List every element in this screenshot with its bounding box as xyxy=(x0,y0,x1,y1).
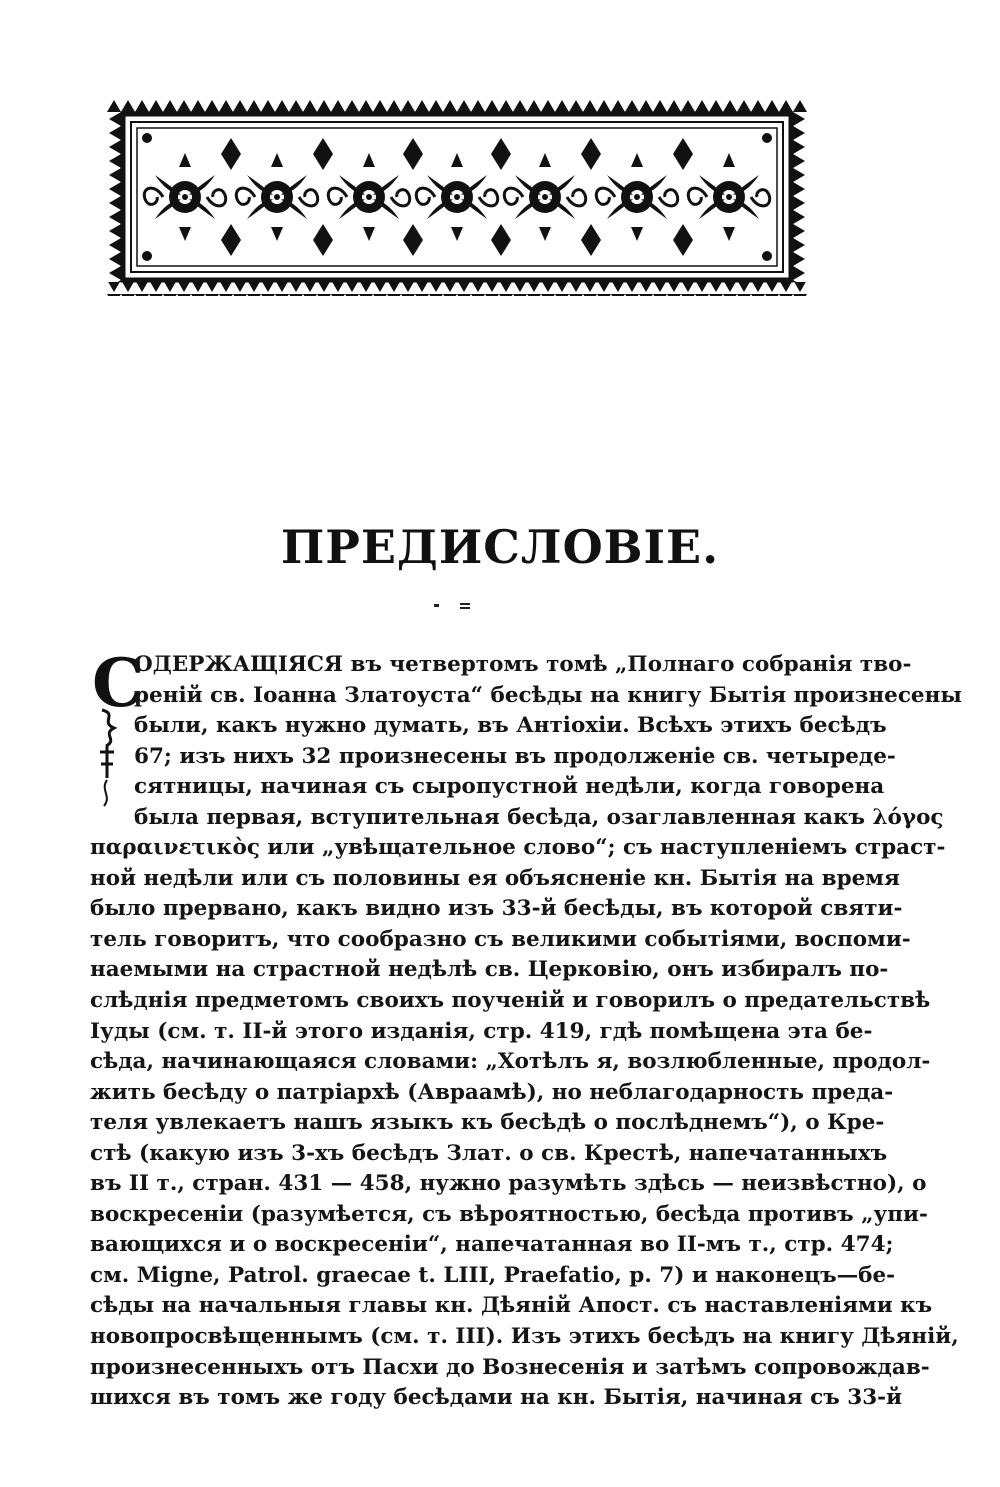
text-line: сятницы, начиная съ сыропустной недѣли, когда говорена xyxy=(134,774,885,800)
text-line: въ II т., стран. 431 — 458, нужно разумѣть здѣсь — неизвѣстно), о xyxy=(90,1171,927,1197)
page-title: ПРЕДИСЛОВІЕ. xyxy=(280,520,720,574)
dropcap-letter: С xyxy=(92,644,145,722)
text-line: ОДЕРЖАЩІЯСЯ въ четвертомъ томѣ „Полнаго собранія тво- xyxy=(134,652,912,677)
text-line: шихся въ томъ же году бесѣдами на кн. Бытія, начиная съ 33-й xyxy=(90,1385,903,1411)
title-ornament xyxy=(420,600,480,612)
text-line: ной недѣли или съ половины ея объясненіе кн. Бытія на время xyxy=(90,865,900,891)
text-line: сѣда, начинающаяся словами: „Хотѣлъ я, возлюбленные, продол- xyxy=(90,1049,931,1075)
text-line: были, какъ нужно думать, въ Антіохіи. Всѣхъ этихъ бесѣдъ xyxy=(134,713,887,739)
text-line: жить бесѣду о патріархѣ (Авраамѣ), но неблагодарность преда- xyxy=(90,1079,894,1105)
text-line: παραινετικὸς или „увѣщательное слово“; съ наступленіемъ страст- xyxy=(90,835,946,861)
text-line: произнесенныхъ отъ Пасхи до Вознесенія и затѣмъ сопровождав- xyxy=(90,1354,930,1380)
text-line: реній св. Іоанна Златоуста“ бесѣды на книгу Бытія произнесены xyxy=(134,682,962,708)
text-line: Іуды (см. т. ІІ-й этого изданія, стр. 419, гдѣ помѣщена эта бе- xyxy=(90,1018,873,1044)
text-line: наемыми на страстной недѣлѣ св. Церковію, онъ избиралъ по- xyxy=(90,957,889,983)
text-line: теля увлекаетъ нашъ языкъ къ бесѣдѣ о послѣднемъ“), о Кре- xyxy=(90,1110,885,1136)
text-line: вающихся и о воскресеніи“, напечатанная во ІІ-мъ т., стр. 474; xyxy=(90,1232,894,1258)
text-line: стѣ (какую изъ 3-хъ бесѣдъ Злат. о св. Крестѣ, напечатанныхъ xyxy=(90,1140,888,1166)
preface-text xyxy=(90,650,962,1414)
text-line: см. Migne, Patrol. graecae t. LIII, Praefatio, p. 7) и наконецъ—бе- xyxy=(90,1262,896,1288)
text-line: воскресеніи (разумѣется, съ вѣроятностью, бесѣда противъ „упи- xyxy=(90,1201,928,1227)
text-line: новопросвѣщеннымъ (см. т. III). Изъ этихъ бесѣдъ на книгу Дѣяній, xyxy=(90,1324,959,1350)
text-line: было прервано, какъ видно изъ 33-й бесѣды, въ которой святи- xyxy=(90,896,903,922)
text-line: тель говоритъ, что сообразно съ великими событіями, воспоми- xyxy=(90,926,911,952)
text-line: была первая, вступительная бесѣда, озаглавленная какъ λόγος xyxy=(134,804,944,830)
ornamental-headpiece xyxy=(107,98,807,296)
text-line: слѣднія предметомъ своихъ поученій и говорилъ о предательствѣ xyxy=(90,988,931,1014)
text-line: сѣды на начальныя главы кн. Дѣяній Апост. съ наставленіями къ xyxy=(90,1293,933,1319)
text-line: 67; изъ нихъ 32 произнесены въ продолженіе св. четыреде- xyxy=(134,743,896,769)
